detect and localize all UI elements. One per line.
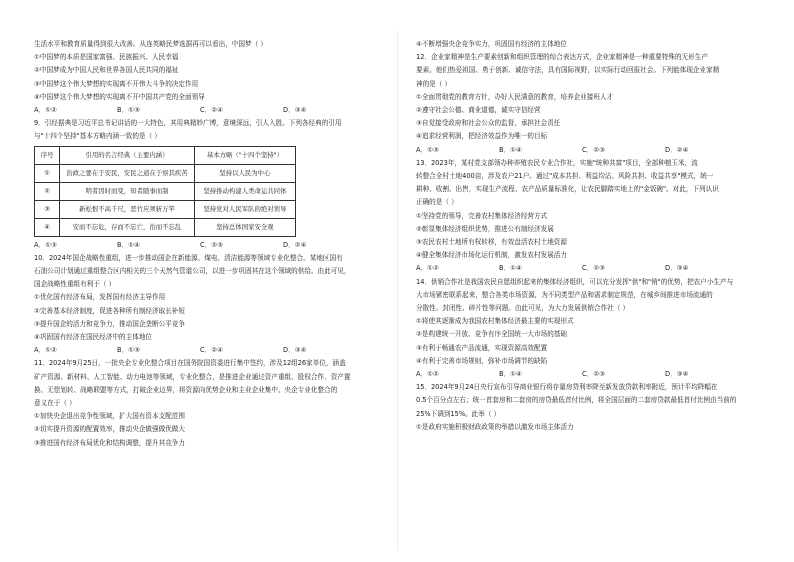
question-9-text: 9．引经据典是习近平总书记讲话的一大特色，其用典精妙广博，意境深远，引人入胜。下列各经典的引用 — [34, 119, 342, 128]
option-b: B．①③ — [117, 346, 140, 355]
answer-options — [416, 262, 762, 275]
answer-statement: ①加快央企退出竞争性领域，扩大国有资本支配范围 — [34, 412, 185, 421]
answer-statement: ③有利于畅通农产品流通，实现资源高效配置 — [416, 343, 548, 352]
answer-statement: ①坚持党的领导，完善农村集体经济经营方式 — [416, 211, 548, 220]
answer-statement: ②是构建统一开放、竞争有序全国统一大市场的基础 — [416, 330, 567, 339]
question-11-text: 意义在于（ ） — [34, 399, 76, 408]
option-a: A．①③ — [416, 145, 439, 154]
option-d: D．③④ — [665, 370, 689, 379]
answer-statement: ④有利于完善市场规则，弥补市场调节的缺陷 — [416, 356, 548, 365]
answer-statement: ②彰显集体经济组织优势，推进公有制经济发展 — [416, 224, 554, 233]
question-10-text: 石油公司计划通过重组整合区内相关的三个天然气管道公司，以进一步巩固其在这个领域的供给。由此可见， — [34, 267, 351, 276]
option-b: B．①④ — [499, 145, 522, 154]
right-column — [416, 38, 762, 434]
option-b: B．①③ — [117, 106, 140, 115]
table-cell: 安而不忘危，存而不忘亡，治而不忘乱 — [60, 218, 195, 236]
option-d: D．③④ — [665, 264, 689, 273]
table-row — [35, 182, 296, 200]
question-15-text: 15．2024年9月24日央行宣布引导商业银行将存量房贷利率降至新发放贷款利率附近，预计平均降幅在 — [416, 383, 718, 392]
option-b: B．①④ — [499, 370, 522, 379]
answer-statement: ④中国梦这个伟大梦想的实现离不开中国共产党的全面领导 — [34, 92, 205, 101]
table-cell: 治政之要在于安民，安民之道在于察其疾苦 — [60, 164, 195, 182]
question-text: 生活水平和教育质量得到很大改善。从连英略民梦选据再可以看出，中国梦（ ） — [34, 40, 267, 48]
question-13-text: 耕种、收割、出售，实现生产流程、农产品质量标准化，让农民脚踏实地上的"金饭碗"。对此，下列认识 — [416, 185, 719, 194]
table-header: 基本方略（"十四个坚持"） — [194, 146, 295, 164]
table-cell: 坚持总体国家安全观 — [194, 218, 295, 236]
question-12-text: 要素。他们热爱祖国、勇于创新、诚信守法，具有国际视野，以实际行动回报社会。下列能体现企业家精 — [416, 66, 720, 75]
answer-statement: ②遵守社会公德、商业道德，诚实守信经营 — [416, 106, 541, 115]
table-header-row — [35, 146, 296, 164]
option-b: B．①④ — [499, 264, 522, 273]
answer-statement: ④健全集体经济市场化运行机制，激发农村发展活力 — [416, 251, 567, 260]
answer-options — [34, 239, 378, 252]
question-12-text: 神的是（ ） — [416, 79, 452, 88]
option-a: A．①② — [416, 370, 439, 379]
table-row — [35, 200, 296, 218]
option-a: A．①② — [34, 346, 57, 355]
table-header: 引用的名言经典（主要内涵） — [60, 146, 195, 164]
answer-options — [34, 104, 378, 117]
answer-statement: ③推进国有经济布局优化和结构调整，提升其竞争力 — [34, 438, 185, 447]
option-c: C．②③ — [582, 145, 606, 154]
option-a: A．①② — [416, 264, 439, 273]
table-cell: ④ — [35, 218, 60, 236]
column-divider — [397, 30, 398, 550]
question-10-text: 10．2024年国企战略性重组，进一步推动国企在新能源、煤电、清洁能源等领域专业化整合。某地区国有 — [34, 253, 343, 262]
answer-statement: ②切实提升资源的配置效率，推动央企做强做优做大 — [34, 425, 185, 434]
answer-statement: ①是政府实施积极财政政策的举措以激发市场主体活力 — [416, 422, 574, 431]
answer-options — [34, 344, 378, 357]
answer-statement: ②中国梦成为中国人民和世界各国人民共同的福祉 — [34, 66, 179, 75]
question-14-text: 大市场紧密联系起来，整合各类市场资源，为不同类型产品和需求制定规范，在城乡间推进市场流通的 — [416, 290, 713, 299]
option-d: D．③④ — [283, 106, 307, 115]
question-14-text: 分散性、封闭性、碎片性等问题。由此可见，为大力发展供销合作社（ ） — [416, 304, 630, 313]
option-a: A．①③ — [34, 240, 57, 249]
answer-statement: ③农民农村土地所有权转移，有效盘活农村土地资源 — [416, 238, 567, 247]
question-10-text: 国企战略性重组有利于（ ） — [34, 280, 116, 289]
table-row — [35, 164, 296, 182]
table-cell: 坚持推动构建人类命运共同体 — [194, 182, 295, 200]
question-11-text: 11．2024年9月25日，一批央企专业化整合项目在国务院国资委进行集中签约，涉及12组26家单位，涵盖 — [34, 359, 346, 368]
answer-statement: ①优化国有经济布局，发挥国有经济主导作用 — [34, 293, 166, 302]
option-d: D．②④ — [665, 145, 689, 154]
question-12-text: 12．企业家精神是生产要素创新和组织管理的综合表达方式，企业家精神是一种重要特殊的无形生产 — [416, 53, 708, 62]
answer-statement: ③自觉接受政府和社会公众的监督，承担社会责任 — [416, 119, 561, 128]
answer-options — [416, 144, 762, 157]
question-11-text: 矿产资源、新材料、人工智能、动力电池等领域，专业化整合，是推进企业通过资产重组、股权合作、资产置 — [34, 372, 351, 381]
answer-statement: ④不断增强央企竞争实力，巩固国有经济的主体地位 — [416, 40, 567, 48]
answer-statement: ③提升国企的活力和竞争力，推动国企垄断公平竞争 — [34, 319, 185, 328]
table-cell: 明者因时而变，知者随事而制 — [60, 182, 195, 200]
question-11-text: 换、无偿划转、战略联盟等方式，打破企业边界，将资源向优势企业和主业企业集中。央企专业化整合的 — [34, 385, 338, 394]
answer-statement: ①将使其逐渐成为我国农村集体经济最主要的实现形式 — [416, 317, 574, 326]
option-c: C．②③ — [582, 264, 606, 273]
table-cell: ② — [35, 182, 60, 200]
option-c: C．②③ — [582, 370, 606, 379]
answer-statement: ①全面贯彻党的教育方针，办好人民满意的教育，培养企业接班人才 — [416, 92, 614, 101]
answer-statement: ④巩固国有经济在国民经济中的主体地位 — [34, 333, 153, 342]
answer-statement: ③中国梦这个伟大梦想的实现离不开伟大斗争的决定作用 — [34, 79, 199, 88]
table-cell: 新松恨不高千尺，恶竹应须斩万竿 — [60, 200, 195, 218]
question-13-text: 转整合全村土地400亩，涉及农户21户。通过"成本共担、利益均沾、风险共担、收益共享"模式，统一 — [416, 172, 714, 181]
question-13-text: 正确的是（ ） — [416, 198, 458, 207]
answer-statement: ②完善基本经济制度，促进各种所有制经济取长补短 — [34, 306, 185, 315]
question-14-text: 14．供销合作社是我国农民自愿组织起来的集体经济组织，可以充分发挥"供"和"销"的优势，把农户小生产与 — [416, 277, 734, 286]
table-cell: ③ — [35, 200, 60, 218]
quotation-table — [34, 146, 296, 237]
option-d: D．③④ — [283, 346, 307, 355]
option-b: B．①④ — [117, 240, 140, 249]
question-15-text: 25%下调到15%。此举（ ） — [416, 409, 501, 418]
option-a: A．①② — [34, 106, 57, 115]
option-c: C．②④ — [200, 346, 224, 355]
question-9-text: 与"十四个坚持"基本方略内涵一致的是（ ） — [34, 132, 161, 141]
table-cell: 坚持党对人民军队的绝对领导 — [194, 200, 295, 218]
question-13-text: 13．2023年，某村党支部领办种养殖农民专业合作社，实施"统种共富"项目，全部种植玉米，流 — [416, 158, 698, 167]
option-d: D．②④ — [283, 240, 307, 249]
answer-statement: ①中国梦的本质是国家富强、民族振兴、人民幸福 — [34, 53, 179, 62]
option-c: C．②④ — [200, 106, 224, 115]
answer-statement: ④追求经营利润，把经济效益作为唯一的目标 — [416, 132, 548, 141]
table-header: 序号 — [35, 146, 60, 164]
table-cell: 坚持以人民为中心 — [194, 164, 295, 182]
answer-options — [416, 368, 762, 381]
question-15-text: 0.5个百分点左右；统一首套房和二套房的房贷最低首付比例，将全国层面的二套房贷款最低首付比例由当前的 — [416, 396, 737, 405]
option-c: C．②③ — [200, 240, 224, 249]
table-row — [35, 218, 296, 236]
left-column — [34, 38, 378, 450]
table-cell: ① — [35, 164, 60, 182]
